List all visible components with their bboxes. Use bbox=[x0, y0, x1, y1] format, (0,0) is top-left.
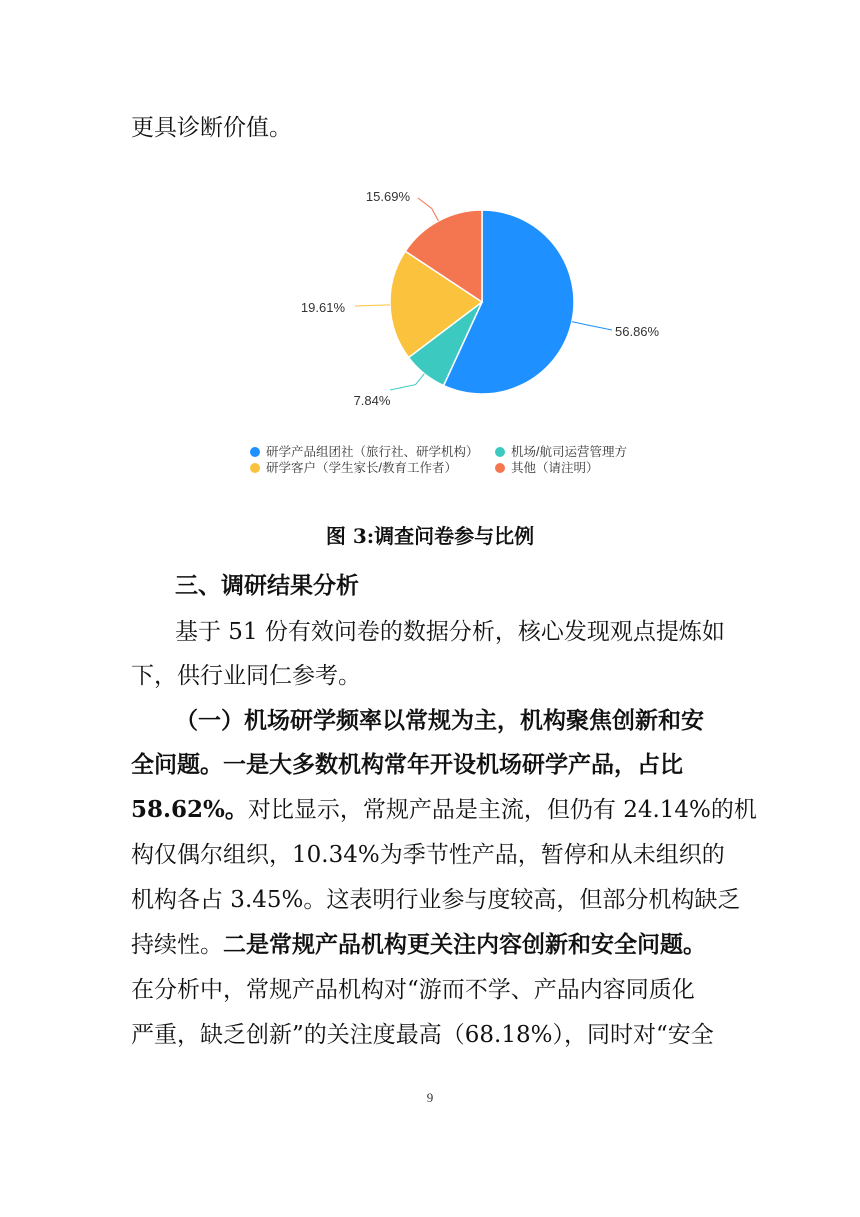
data-label: 15.69% bbox=[365, 189, 410, 204]
legend-item bbox=[495, 458, 599, 476]
legend-dot bbox=[495, 447, 505, 457]
legend-label: 研学产品组团社（旅行社、研学机构） bbox=[266, 445, 479, 459]
text-line bbox=[131, 795, 757, 825]
text-line: 在分析中，常规产品机构对“游而不学、产品内容同质化 bbox=[131, 977, 695, 1003]
data-label: 56.86% bbox=[615, 324, 660, 339]
text-line: （一）机场研学频率以常规为主，机构聚焦创新和安 bbox=[175, 707, 704, 734]
text-run: 持续性。 bbox=[131, 932, 223, 958]
text-line bbox=[131, 930, 731, 960]
page-number: 9 bbox=[426, 1090, 434, 1105]
text-line: 构仅偶尔组织，10.34%为季节性产品，暂停和从未组织的 bbox=[131, 842, 725, 868]
leader-line bbox=[418, 198, 438, 221]
text-run: 对比显示，常规产品是主流，但仍有 24.14%的机 bbox=[247, 797, 757, 823]
highlight-sentence: 二是常规产品机构更关注内容创新和安全问题。 bbox=[223, 931, 706, 958]
legend-dot bbox=[250, 463, 260, 473]
legend-label: 机场/航司运营管理方 bbox=[511, 445, 627, 459]
text-line: 下，供行业同仁参考。 bbox=[131, 663, 361, 689]
leader-line bbox=[355, 305, 390, 306]
text-line: 更具诊断价值。 bbox=[131, 115, 292, 141]
participation-pie-chart bbox=[0, 170, 860, 440]
text-line: 全问题。一是大多数机构常年开设机场研学产品，占比 bbox=[131, 751, 683, 778]
data-label: 19.61% bbox=[300, 300, 345, 315]
text-line: 基于 51 份有效问卷的数据分析，核心发现观点提炼如 bbox=[175, 619, 725, 645]
data-label: 7.84% bbox=[353, 393, 391, 408]
text-line: 机构各占 3.45%。这表明行业参与度较高，但部分机构缺乏 bbox=[131, 887, 741, 913]
legend-item bbox=[250, 458, 457, 476]
figure-caption: 图 3:调查问卷参与比例 bbox=[325, 524, 535, 548]
leader-line bbox=[390, 374, 424, 390]
legend-dot bbox=[250, 447, 260, 457]
legend-label: 研学客户（学生家长/教育工作者） bbox=[266, 461, 457, 475]
highlight-value: 58.62%。 bbox=[131, 796, 248, 823]
section-heading: 三、调研结果分析 bbox=[175, 572, 359, 599]
leader-line bbox=[572, 322, 612, 330]
text-line: 严重，缺乏创新”的关注度最高（68.18%），同时对“安全 bbox=[131, 1022, 714, 1048]
legend-dot bbox=[495, 463, 505, 473]
legend-label: 其他（请注明） bbox=[511, 461, 599, 475]
